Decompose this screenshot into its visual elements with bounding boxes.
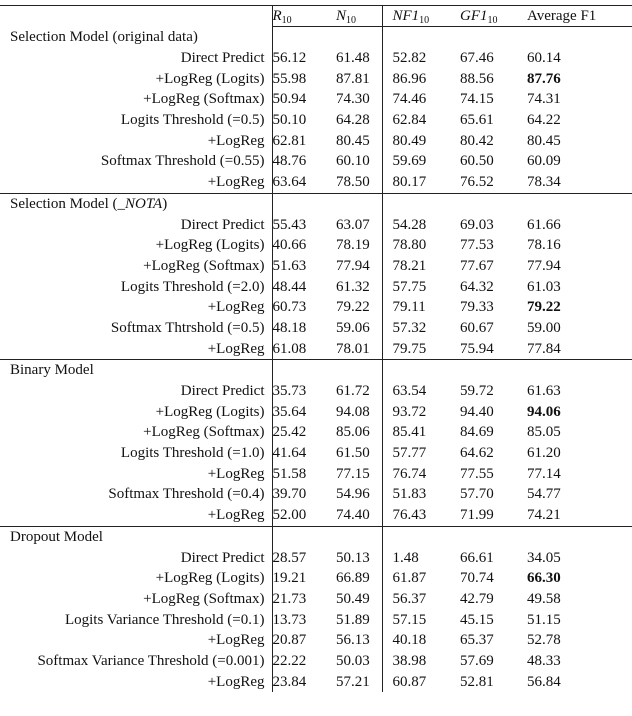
value-cell: 77.53 [460, 237, 494, 254]
row-label: Logits Threshold (=2.0) [120, 278, 265, 295]
value-cell: 78.80 [382, 235, 452, 256]
table-row [0, 547, 632, 568]
value-cell: 57.21 [336, 673, 370, 690]
table-header [0, 6, 632, 27]
empty-cell [382, 27, 452, 48]
row-label: Softmax Threshold (=0.55) [100, 153, 265, 170]
value-cell: 49.58 [527, 590, 561, 607]
value-cell: 50.10 [272, 110, 328, 131]
value-cell: 67.46 [460, 50, 494, 67]
value-cell: 38.98 [382, 651, 452, 672]
value-cell: 34.05 [527, 549, 561, 566]
table-row [0, 630, 632, 651]
value-cell: 59.69 [382, 151, 452, 172]
value-cell: 76.74 [382, 463, 452, 484]
value-cell: 94.08 [336, 403, 370, 420]
value-cell: 50.94 [272, 89, 328, 110]
column-header-subscript: 10 [281, 15, 292, 26]
column-header [328, 6, 382, 27]
row-label: +LogReg (Softmax) [143, 424, 265, 441]
empty-cell [519, 526, 632, 547]
value-cell: 80.45 [336, 132, 370, 149]
row-label: Softmax Variance Threshold (=0.001) [37, 652, 265, 669]
table-row [0, 214, 632, 235]
value-cell: 77.94 [527, 257, 561, 274]
value-cell: 52.78 [527, 632, 561, 649]
row-label: +LogReg [207, 673, 265, 690]
column-header-symbol: R [272, 8, 282, 24]
value-cell: 28.57 [272, 547, 328, 568]
empty-cell [272, 526, 328, 547]
value-cell: 40.18 [382, 630, 452, 651]
value-cell: 57.77 [382, 443, 452, 464]
row-label: +LogReg (Softmax) [143, 590, 265, 607]
value-cell: 59.00 [527, 319, 561, 336]
table-row [0, 318, 632, 339]
value-cell: 66.89 [336, 570, 370, 587]
empty-cell [272, 193, 328, 214]
row-label: Softmax Thtrshold (=0.5) [110, 319, 265, 336]
value-cell: 48.76 [272, 151, 328, 172]
value-cell: 77.84 [527, 340, 561, 357]
value-cell: 79.75 [382, 338, 452, 359]
empty-cell [328, 526, 382, 547]
value-cell: 85.05 [527, 424, 561, 441]
row-label: Logits Threshold (=0.5) [120, 112, 265, 129]
row-label: Direct Predict [180, 383, 265, 400]
empty-cell [519, 27, 632, 48]
value-cell: 48.44 [272, 276, 328, 297]
row-label: +LogReg (Logits) [155, 570, 265, 587]
value-cell: 64.22 [527, 112, 561, 129]
value-cell: 62.84 [382, 110, 452, 131]
row-label: +LogReg [207, 299, 265, 316]
value-cell: 19.21 [272, 568, 328, 589]
value-cell: 48.33 [527, 652, 561, 669]
value-cell: 88.56 [460, 70, 494, 87]
value-cell: 80.42 [460, 132, 494, 149]
column-header [382, 6, 452, 27]
value-cell: 40.66 [272, 235, 328, 256]
value-cell: 61.63 [527, 383, 561, 400]
value-cell: 77.94 [336, 257, 370, 274]
value-cell: 23.84 [272, 671, 328, 692]
value-cell: 77.15 [336, 465, 370, 482]
empty-cell [452, 193, 519, 214]
table-row [0, 443, 632, 464]
value-cell: 63.54 [382, 381, 452, 402]
value-cell: 51.58 [272, 463, 328, 484]
empty-cell [272, 27, 328, 48]
empty-cell [382, 193, 452, 214]
value-cell: 21.73 [272, 589, 328, 610]
value-cell: 54.77 [527, 486, 561, 503]
value-cell: 76.43 [382, 505, 452, 526]
value-cell: 52.81 [460, 673, 494, 690]
table-row [0, 68, 632, 89]
table-row [0, 671, 632, 692]
table-row [0, 256, 632, 277]
value-cell: 48.18 [272, 318, 328, 339]
value-cell: 54.96 [336, 486, 370, 503]
value-cell: 20.87 [272, 630, 328, 651]
value-cell: 77.55 [460, 465, 494, 482]
value-cell: 39.70 [272, 484, 328, 505]
empty-cell [382, 526, 452, 547]
value-cell: 51.89 [336, 611, 370, 628]
value-cell: 77.14 [527, 465, 561, 482]
table-row [0, 48, 632, 69]
value-cell: 75.94 [460, 340, 494, 357]
value-cell: 74.15 [460, 91, 494, 108]
value-cell: 69.03 [460, 216, 494, 233]
value-cell: 79.33 [460, 299, 494, 316]
value-cell: 50.03 [336, 652, 370, 669]
value-cell: 84.69 [460, 424, 494, 441]
value-cell: 56.84 [527, 673, 561, 690]
value-cell: 52.82 [382, 48, 452, 69]
value-cell: 87.76 [527, 70, 561, 87]
row-label: +LogReg [207, 465, 265, 482]
column-header-subscript: 10 [346, 15, 357, 26]
value-cell: 66.30 [527, 570, 561, 587]
value-cell: 93.72 [382, 401, 452, 422]
column-header-symbol: GF1 [460, 8, 488, 24]
value-cell: 64.32 [460, 278, 494, 295]
value-cell: 65.61 [460, 112, 494, 129]
row-label: Logits Variance Threshold (=0.1) [64, 611, 265, 628]
value-cell: 50.49 [336, 590, 370, 607]
row-label: Direct Predict [180, 216, 265, 233]
value-cell: 79.22 [336, 299, 370, 316]
table-row [0, 276, 632, 297]
value-cell: 74.31 [527, 91, 561, 108]
header-empty [0, 6, 272, 27]
value-cell: 60.14 [527, 50, 561, 67]
value-cell: 54.28 [382, 214, 452, 235]
value-cell: 78.16 [527, 237, 561, 254]
row-label: Direct Predict [180, 549, 265, 566]
value-cell: 61.50 [336, 445, 370, 462]
value-cell: 61.20 [527, 445, 561, 462]
value-cell: 59.06 [336, 319, 370, 336]
column-header-subscript: 10 [419, 15, 430, 26]
table-row [0, 463, 632, 484]
value-cell: 35.73 [272, 381, 328, 402]
empty-cell [452, 526, 519, 547]
row-label: +LogReg [207, 340, 265, 357]
value-cell: 87.81 [336, 70, 370, 87]
row-label: +LogReg (Logits) [155, 403, 265, 420]
section-title: Selection Model (_NOTA) [10, 195, 168, 212]
value-cell: 55.43 [272, 214, 328, 235]
value-cell: 61.32 [336, 278, 370, 295]
value-cell: 74.46 [382, 89, 452, 110]
value-cell: 80.17 [382, 172, 452, 193]
value-cell: 78.19 [336, 237, 370, 254]
value-cell: 57.69 [460, 652, 494, 669]
value-cell: 61.87 [382, 568, 452, 589]
value-cell: 64.28 [336, 112, 370, 129]
row-label: +LogReg (Softmax) [143, 91, 265, 108]
table-row [0, 338, 632, 359]
value-cell: 51.63 [272, 256, 328, 277]
value-cell: 60.87 [382, 671, 452, 692]
value-cell: 1.48 [382, 547, 452, 568]
value-cell: 51.83 [382, 484, 452, 505]
row-label: Direct Predict [180, 50, 265, 67]
empty-cell [452, 360, 519, 381]
column-header [452, 6, 519, 27]
value-cell: 60.73 [272, 297, 328, 318]
row-label: +LogReg [207, 507, 265, 524]
value-cell: 78.34 [527, 174, 561, 191]
table-section [0, 526, 632, 692]
value-cell: 59.72 [460, 383, 494, 400]
value-cell: 76.52 [460, 174, 494, 191]
value-cell: 80.49 [382, 130, 452, 151]
value-cell: 60.09 [527, 153, 561, 170]
table-row [0, 401, 632, 422]
empty-cell [328, 360, 382, 381]
table-row [0, 235, 632, 256]
table-row [0, 484, 632, 505]
value-cell: 94.06 [527, 403, 561, 420]
empty-cell [382, 360, 452, 381]
row-label: Logits Threshold (=1.0) [120, 445, 265, 462]
section-title: Selection Model (original data) [10, 29, 198, 46]
value-cell: 80.45 [527, 132, 561, 149]
row-label: +LogReg [207, 132, 265, 149]
value-cell: 78.01 [336, 340, 370, 357]
row-label: +LogReg [207, 174, 265, 191]
section-title: Dropout Model [10, 528, 103, 545]
value-cell: 94.40 [460, 403, 494, 420]
value-cell: 65.37 [460, 632, 494, 649]
value-cell: 61.66 [527, 216, 561, 233]
value-cell: 86.96 [382, 68, 452, 89]
value-cell: 63.07 [336, 216, 370, 233]
value-cell: 52.00 [272, 505, 328, 526]
value-cell: 64.62 [460, 445, 494, 462]
value-cell: 74.30 [336, 91, 370, 108]
empty-cell [328, 193, 382, 214]
value-cell: 77.67 [460, 257, 494, 274]
value-cell: 79.22 [527, 299, 561, 316]
section-header-row [0, 526, 632, 547]
value-cell: 57.75 [382, 276, 452, 297]
value-cell: 41.64 [272, 443, 328, 464]
value-cell: 78.50 [336, 174, 370, 191]
value-cell: 57.32 [382, 318, 452, 339]
value-cell: 45.15 [460, 611, 494, 628]
table-row [0, 130, 632, 151]
table-row [0, 297, 632, 318]
value-cell: 56.12 [272, 48, 328, 69]
empty-cell [519, 193, 632, 214]
empty-cell [328, 27, 382, 48]
value-cell: 35.64 [272, 401, 328, 422]
value-cell: 74.21 [527, 507, 561, 524]
value-cell: 61.48 [336, 50, 370, 67]
value-cell: 22.22 [272, 651, 328, 672]
table-section [0, 27, 632, 194]
empty-cell [272, 360, 328, 381]
results-table [0, 5, 632, 692]
value-cell: 25.42 [272, 422, 328, 443]
row-label: +LogReg [207, 632, 265, 649]
value-cell: 61.72 [336, 383, 370, 400]
value-cell: 51.15 [527, 611, 561, 628]
table-section [0, 360, 632, 527]
column-header-subscript: 10 [487, 15, 498, 26]
table-row [0, 609, 632, 630]
table-row [0, 381, 632, 402]
empty-cell [452, 27, 519, 48]
row-label: +LogReg (Logits) [155, 70, 265, 87]
column-header: Average F1 [519, 6, 632, 27]
row-label: +LogReg (Softmax) [143, 257, 265, 274]
row-label: +LogReg (Logits) [155, 237, 265, 254]
table-row [0, 89, 632, 110]
empty-cell [519, 360, 632, 381]
value-cell: 63.64 [272, 172, 328, 193]
value-cell: 74.40 [336, 507, 370, 524]
column-header-symbol: NF1 [392, 8, 420, 24]
value-cell: 61.03 [527, 278, 561, 295]
table-row [0, 172, 632, 193]
value-cell: 60.67 [460, 319, 494, 336]
table-row [0, 422, 632, 443]
column-header [272, 6, 328, 27]
value-cell: 79.11 [382, 297, 452, 318]
value-cell: 50.13 [336, 549, 370, 566]
value-cell: 57.15 [382, 609, 452, 630]
value-cell: 55.98 [272, 68, 328, 89]
value-cell: 78.21 [382, 256, 452, 277]
value-cell: 70.74 [460, 570, 494, 587]
value-cell: 85.41 [382, 422, 452, 443]
value-cell: 56.13 [336, 632, 370, 649]
value-cell: 60.50 [460, 153, 494, 170]
section-header-row [0, 193, 632, 214]
table-row [0, 505, 632, 526]
value-cell: 60.10 [336, 153, 370, 170]
table-row [0, 151, 632, 172]
value-cell: 85.06 [336, 424, 370, 441]
table-row [0, 110, 632, 131]
value-cell: 13.73 [272, 609, 328, 630]
value-cell: 42.79 [460, 590, 494, 607]
table-row [0, 568, 632, 589]
value-cell: 57.70 [460, 486, 494, 503]
column-header-symbol: N [336, 8, 347, 24]
value-cell: 56.37 [382, 589, 452, 610]
value-cell: 66.61 [460, 549, 494, 566]
row-label: Softmax Threshold (=0.4) [108, 486, 265, 503]
section-header-row [0, 27, 632, 48]
value-cell: 71.99 [460, 507, 494, 524]
section-header-row [0, 360, 632, 381]
table-section [0, 193, 632, 360]
section-title: Binary Model [10, 362, 94, 379]
table-row [0, 589, 632, 610]
value-cell: 62.81 [272, 130, 328, 151]
value-cell: 61.08 [272, 338, 328, 359]
table-row [0, 651, 632, 672]
